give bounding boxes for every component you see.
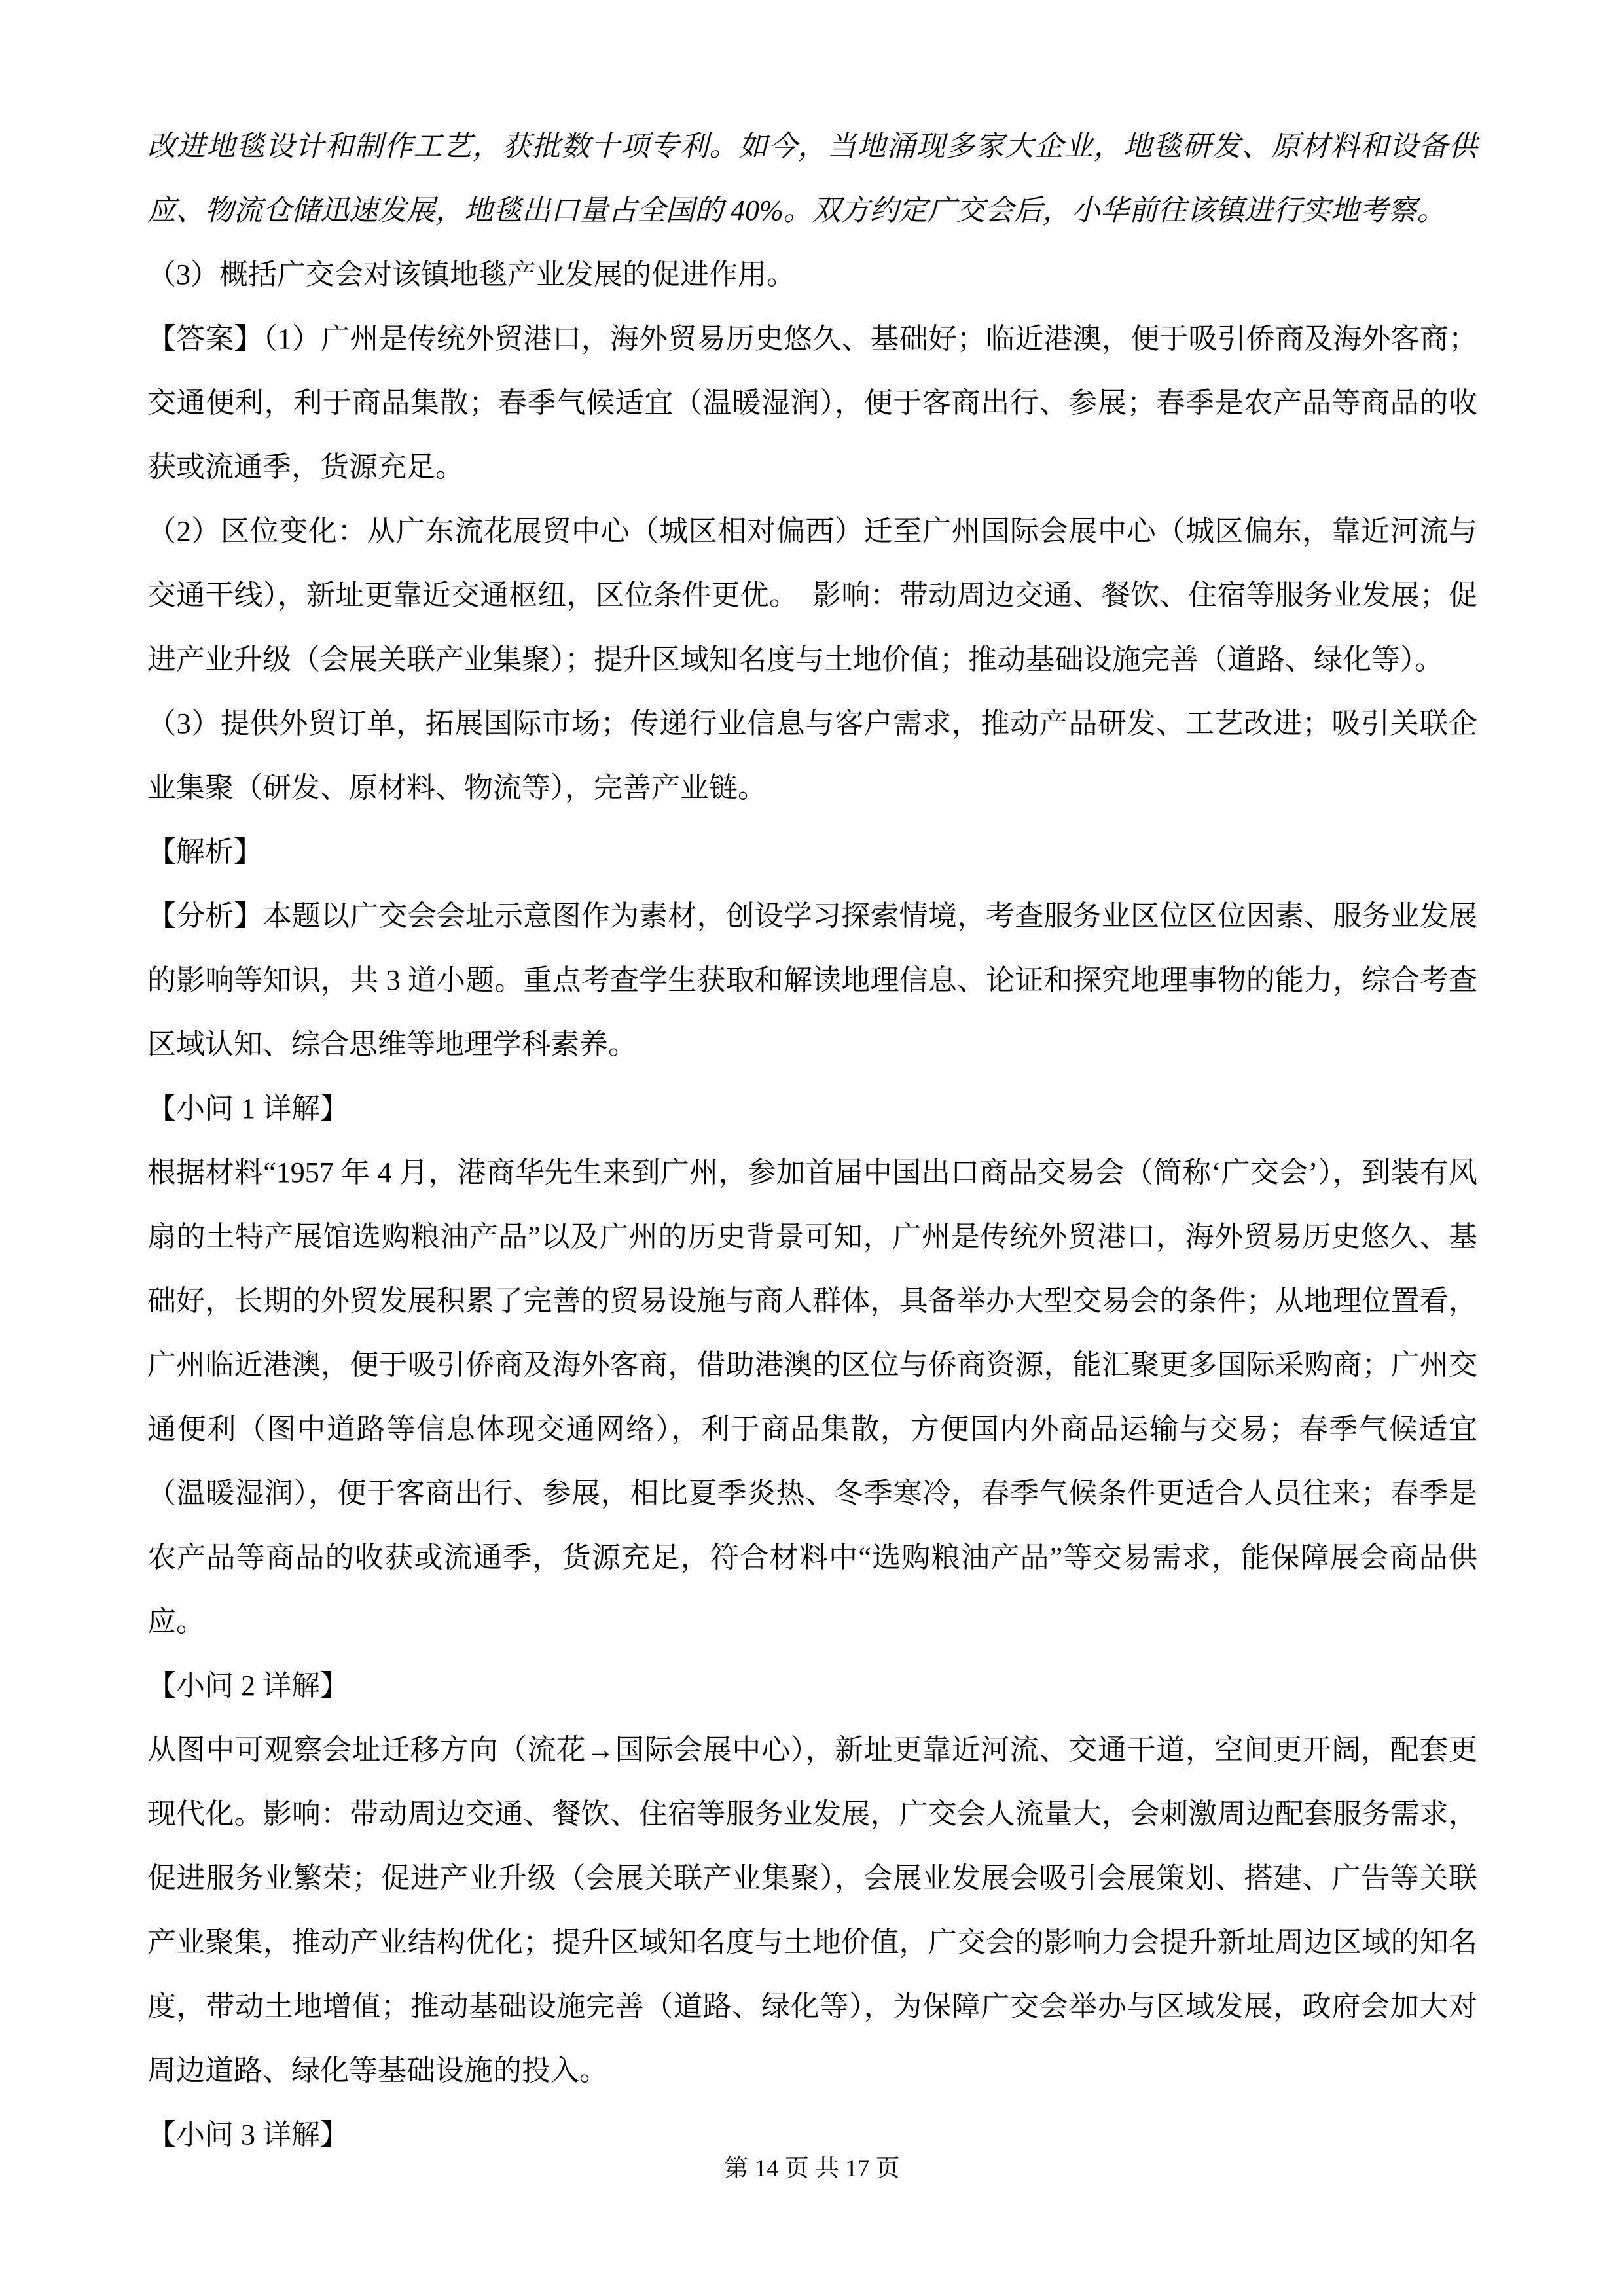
- subquestion-1-explanation-paragraph: 根据材料“1957 年 4 月，港商华先生来到广州，参加首届中国出口商品交易会（简称‘广交会’），到装有风扇的土特产展馆选购粮油产品”以及广州的历史背景可知，广州是传统外贸港口，海外贸易历史悠久、基础好，长期的外贸发展积累了完善的贸易设施与商人群体，具备举办大型交易会的条件；从地理位置看，广州临近港澳，便于吸引侨商及海外客商，借助港澳的区位与侨商资源，能汇聚更多国际采购商；广州交通便利（图中道路等信息体现交通网络），利于商品集散，方便国内外商品运输与交易；春季气候适宜（温暖湿润），便于客商出行、参展，相比夏季炎热、冬季寒冷，春季气候条件更适合人员往来；春季是农产品等商品的收获或流通季，货源充足，符合材料中“选购粮油产品”等交易需求，能保障展会商品供应。: [147, 1157, 1477, 1638]
- answer-part-3-paragraph: （3）提供外贸订单，拓展国际市场；传递行业信息与客户需求，推动产品研发、工艺改进；吸引关联企业集聚（研发、原材料、物流等），完善产业链。: [147, 708, 1477, 804]
- page-footer: 第 14 页 共 17 页: [724, 2155, 900, 2182]
- document-body: [147, 115, 1477, 2167]
- answer-part-1-paragraph: 【答案】（1）广州是传统外贸港口，海外贸易历史悠久、基础好；临近港澳，便于吸引侨商及海外客商；交通便利，利于商品集散；春季气候适宜（温暖湿润），便于客商出行、参展；春季是农产品等商品的收获或流通季，货源充足。: [147, 323, 1477, 483]
- subquestion-1-header: 【小问 1 详解】: [147, 1092, 349, 1124]
- subquestion-3-header: 【小问 3 详解】: [147, 2119, 349, 2151]
- subquestion-2-header: 【小问 2 详解】: [147, 1670, 349, 1702]
- subquestion-2-explanation-paragraph: 从图中可观察会址迁移方向（流花→国际会展中心），新址更靠近河流、交通干道，空间更开阔，配套更现代化。影响：带动周边交通、餐饮、住宿等服务业发展，广交会人流量大，会刺激周边配套服务需求，促进服务业繁荣；促进产业升级（会展关联产业集聚），会展业发展会吸引会展策划、搭建、广告等关联产业聚集，推动产业结构优化；提升区域知名度与土地价值，广交会的影响力会提升新址周边区域的知名度，带动土地增值；推动基础设施完善（道路、绿化等），为保障广交会举办与区域发展，政府会加大对周边道路、绿化等基础设施的投入。: [147, 1734, 1477, 2087]
- analysis-header: 【解析】: [147, 836, 262, 868]
- material-paragraph: 改进地毯设计和制作工艺，获批数十项专利。如今，当地涌现多家大企业，地毯研发、原材料和设备供应、物流仓储迅速发展，地毯出口量占全国的 40%。双方约定广交会后，小华前往该镇进行实地考察。: [147, 130, 1477, 226]
- analysis-overview-paragraph: 【分析】本题以广交会会址示意图作为素材，创设学习探索情境，考查服务业区位区位因素、服务业发展的影响等知识，共 3 道小题。重点考查学生获取和解读地理信息、论证和探究地理事物的能力，综合考查区域认知、综合思维等地理学科素养。: [147, 900, 1477, 1060]
- answer-part-2-paragraph: （2）区位变化：从广东流花展贸中心（城区相对偏西）迁至广州国际会展中心（城区偏东，靠近河流与交通干线），新址更靠近交通枢纽，区位条件更优。 影响：带动周边交通、餐饮、住宿等服务业发展；促进产业升级（会展关联产业集聚）；提升区域知名度与土地价值；推动基础设施完善（道路、绿化等）。: [147, 515, 1477, 675]
- question-3-line: （3）概括广交会对该镇地毯产业发展的促进作用。: [147, 259, 795, 291]
